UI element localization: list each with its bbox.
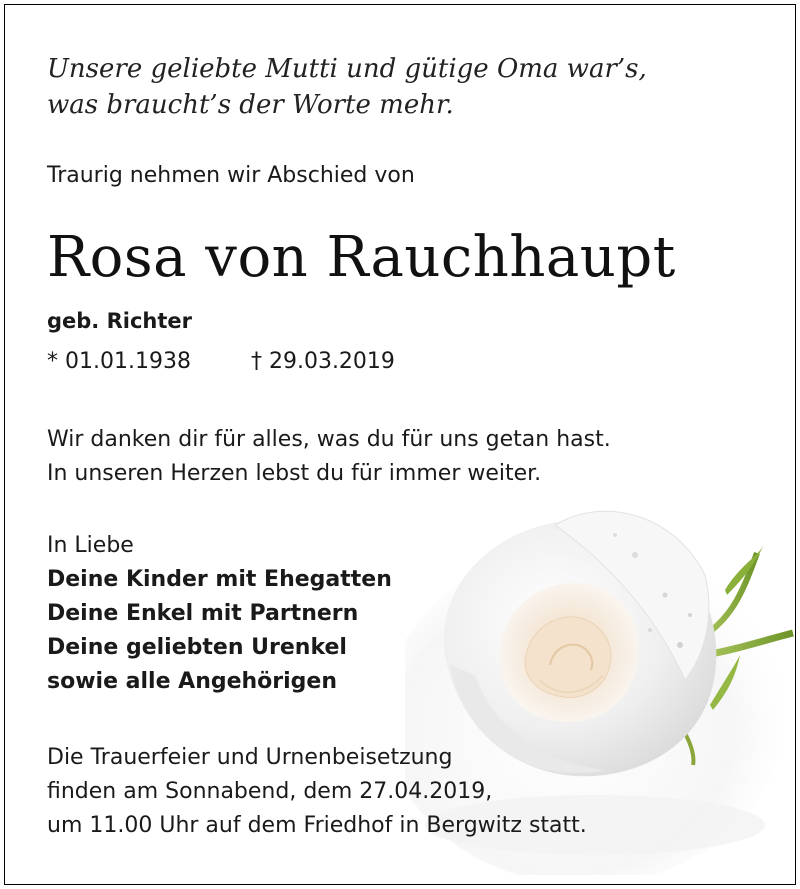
life-dates xyxy=(47,347,395,377)
motto-verse xyxy=(47,51,647,123)
motto-line-2: was braucht’s der Worte mehr. xyxy=(47,90,454,120)
mourners-list xyxy=(47,529,392,699)
mourner-grandchildren: Deine Enkel mit Partnern xyxy=(47,601,359,626)
funeral-line-1: Die Trauerfeier und Urnenbeisetzung xyxy=(47,745,453,770)
obituary-notice xyxy=(4,4,796,885)
thanks-text xyxy=(47,423,611,491)
motto-line-1: Unsere geliebte Mutti und gütige Oma war’s, xyxy=(47,54,647,84)
mourners-intro: In Liebe xyxy=(47,533,134,558)
mourner-relatives: sowie alle Angehörigen xyxy=(47,669,338,694)
thanks-line-1: Wir danken dir für alles, was du für uns getan hast. xyxy=(47,427,611,452)
funeral-line-3: um 11.00 Uhr auf dem Friedhof in Bergwitz statt. xyxy=(47,813,587,838)
mourner-great-grandchildren: Deine geliebten Urenkel xyxy=(47,635,347,660)
funeral-line-2: finden am Sonnabend, dem 27.04.2019, xyxy=(47,779,493,804)
funeral-details xyxy=(47,741,587,843)
deceased-name: Rosa von Rauchhaupt xyxy=(47,225,676,290)
intro-text: Traurig nehmen wir Abschied von xyxy=(47,163,415,188)
thanks-line-2: In unseren Herzen lebst du für immer weiter. xyxy=(47,461,542,486)
death-date: † 29.03.2019 xyxy=(250,349,395,374)
mourner-children: Deine Kinder mit Ehegatten xyxy=(47,567,392,592)
maiden-name: geb. Richter xyxy=(47,309,193,333)
birth-date: * 01.01.1938 xyxy=(47,349,191,374)
